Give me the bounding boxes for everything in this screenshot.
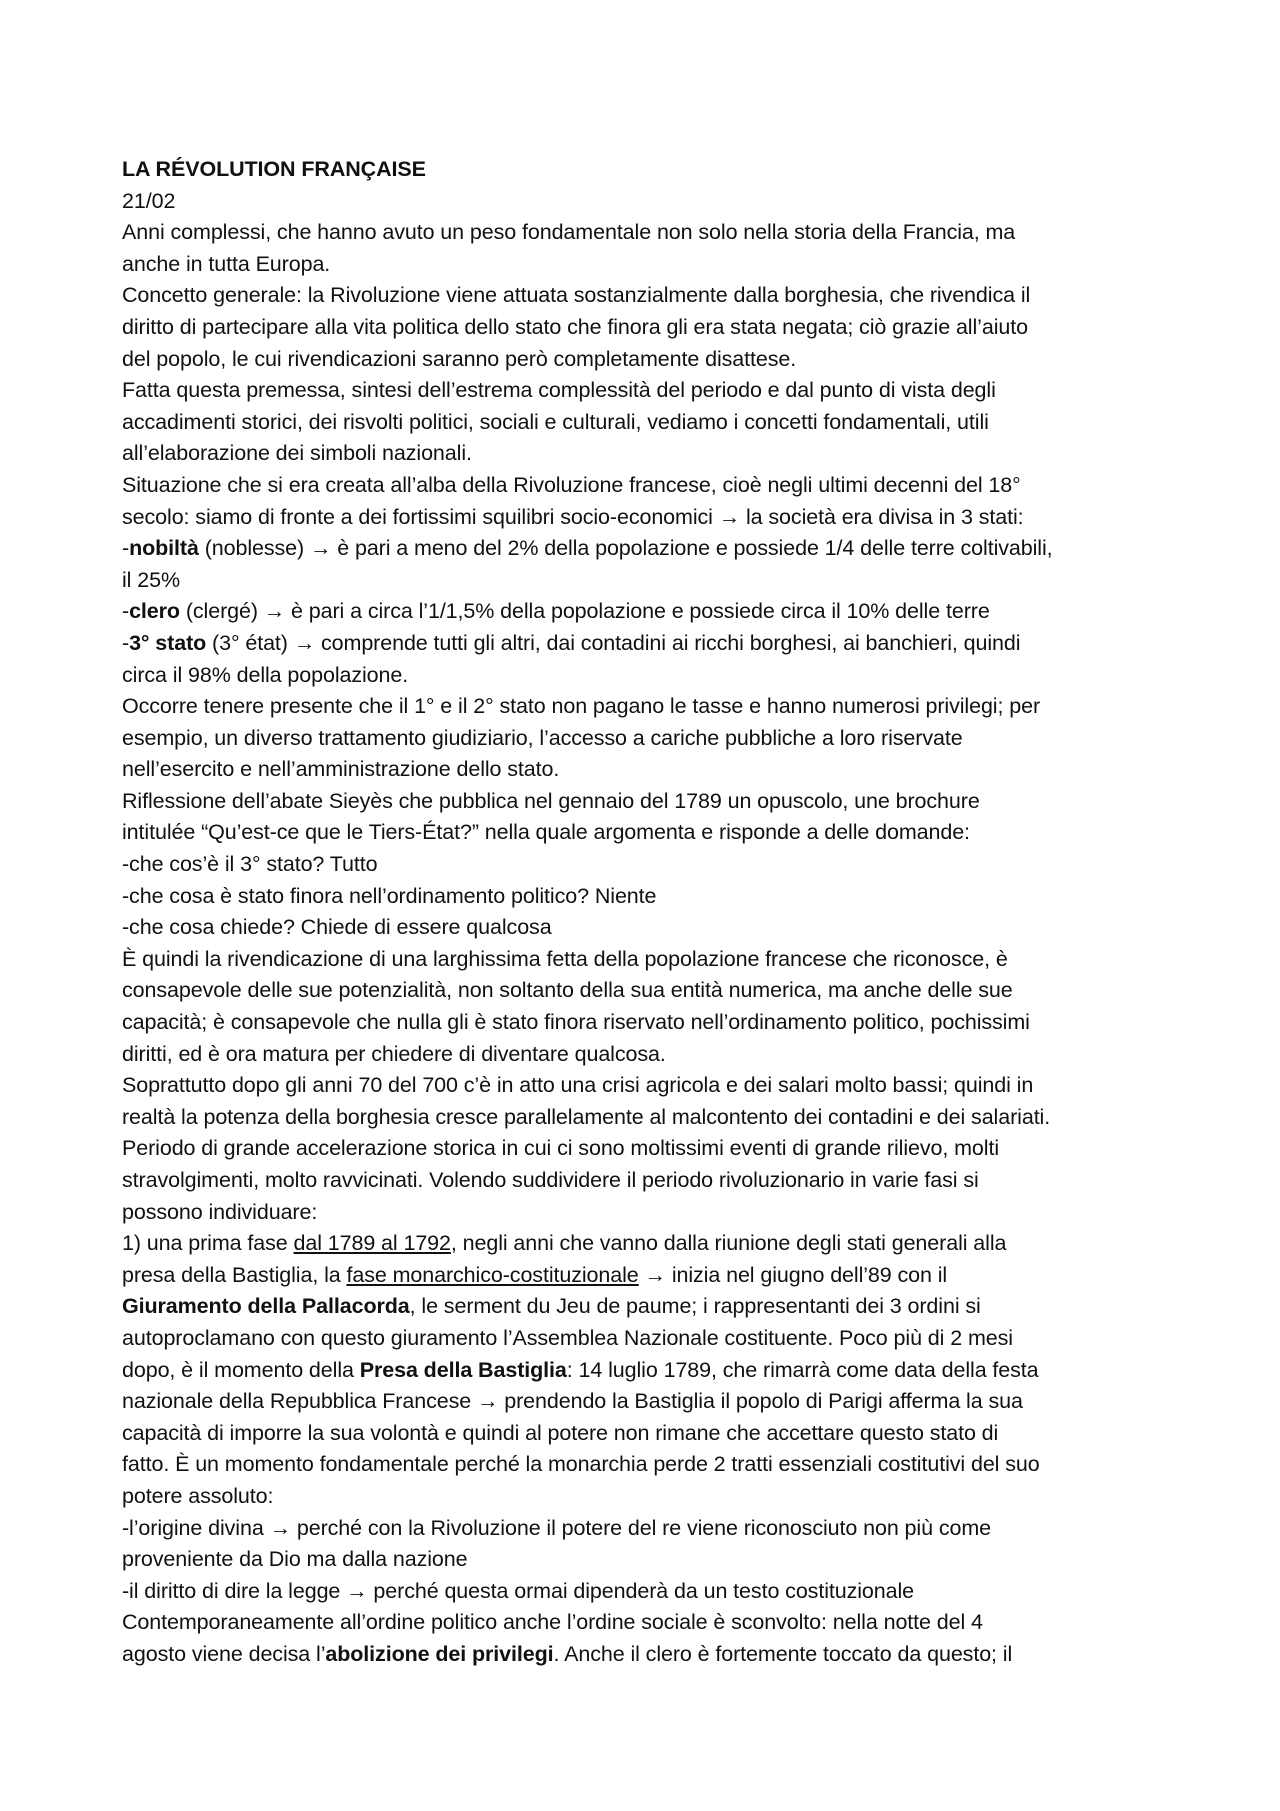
document-title: LA RÉVOLUTION FRANÇAISE <box>122 157 426 181</box>
document-page <box>122 154 1182 1671</box>
text-line: capacità di imporre la sua volontà e quindi al potere non rimane che accettare questo stato di <box>122 1420 999 1445</box>
text-line: circa il 98% della popolazione. <box>122 662 409 687</box>
text-line: realtà la potenza della borghesia cresce parallelamente al malcontento dei contadini e dei salariati. <box>122 1104 1051 1129</box>
text-line: nazionale della Repubblica Francese → prendendo la Bastiglia il popolo di Parigi afferma la sua <box>122 1389 1023 1414</box>
bold-term: Presa della Bastiglia <box>359 1357 567 1382</box>
text-line <box>122 628 1182 660</box>
text-line: Soprattutto dopo gli anni 70 del 700 c’è in atto una crisi agricola e dei salari molto bassi; quindi in <box>122 1073 1034 1098</box>
text-line: il 25% <box>122 567 180 592</box>
text-line <box>122 1260 1182 1292</box>
text-span: - <box>122 599 130 624</box>
text-span: presa della Bastiglia, la <box>122 1262 347 1287</box>
text-line: esempio, un diverso trattamento giudiziario, l’accesso a cariche pubbliche a loro riservate <box>122 725 963 750</box>
text-line <box>122 596 1182 628</box>
text-line <box>122 533 1182 565</box>
text-span: → inizia nel giugno dell’89 con il <box>638 1262 948 1287</box>
bold-term: abolizione dei privilegi <box>325 1641 554 1666</box>
text-line: nell’esercito e nell’amministrazione dello stato. <box>122 757 560 782</box>
text-line: stravolgimenti, molto ravvicinati. Volendo suddividere il periodo rivoluzionario in varie fasi si <box>122 1168 979 1192</box>
document-date: 21/02 <box>122 188 176 213</box>
text-span: agosto viene decisa l’ <box>122 1641 326 1666</box>
text-line: autoproclamano con questo giuramento l’Assemblea Nazionale costituente. Poco più di 2 mesi <box>122 1325 1013 1350</box>
bold-term: Giuramento della Pallacorda <box>122 1294 410 1319</box>
text-line: Fatta questa premessa, sintesi dell’estrema complessità del periodo e dal punto di vista degli <box>122 378 996 403</box>
text-line: -che cosa è stato finora nell’ordinamento politico? Niente <box>122 883 657 908</box>
text-line: Concetto generale: la Rivoluzione viene attuata sostanzialmente dalla borghesia, che rivendica il <box>122 283 1031 308</box>
text-line: Situazione che si era creata all’alba della Rivoluzione francese, cioè negli ultimi decenni del 18° <box>122 472 1021 497</box>
text-line: -che cos’è il 3° stato? Tutto <box>122 852 378 877</box>
text-line: consapevole delle sue potenzialità, non soltanto della sua entità numerica, ma anche delle sue <box>122 978 1013 1003</box>
text-line: all’elaborazione dei simboli nazionali. <box>122 441 472 466</box>
bold-term: 3° stato <box>129 630 207 655</box>
text-span: - <box>122 536 130 561</box>
text-line <box>122 1291 1182 1323</box>
text-span: (noblesse) → è pari a meno del 2% della popolazione e possiede 1/4 delle terre coltivabili, <box>198 536 1053 561</box>
text-line: Occorre tenere presente che il 1° e il 2° stato non pagano le tasse e hanno numerosi privilegi; per <box>122 694 1041 719</box>
text-span: - <box>122 630 130 655</box>
text-span: dopo, è il momento della <box>122 1357 360 1382</box>
text-span: : 14 luglio 1789, che rimarrà come data della festa <box>566 1357 1039 1382</box>
bold-term: nobiltà <box>129 536 199 561</box>
text-span: , le serment du Jeu de paume; i rappresentanti dei 3 ordini si <box>409 1294 981 1319</box>
text-line: intitulée “Qu’est-ce que le Tiers-État?” nella quale argomenta e risponde a delle domande: <box>122 820 970 845</box>
text-line <box>122 1639 1182 1671</box>
text-line: diritto di partecipare alla vita politica dello stato che finora gli era stata negata; ciò grazie all’aiuto <box>122 314 1028 339</box>
text-line: anche in tutta Europa. <box>122 251 331 276</box>
text-line: -il diritto di dire la legge → perché questa ormai dipenderà da un testo costituzionale <box>122 1578 915 1603</box>
text-line: secolo: siamo di fronte a dei fortissimi squilibri socio-economici → la società era divisa in 3 stati: <box>122 504 1024 529</box>
underlined-term: dal 1789 al 1792 <box>293 1231 451 1256</box>
text-line: accadimenti storici, dei risvolti politici, sociali e culturali, vediamo i concetti fondamentali, utili <box>122 409 989 434</box>
text-line: Anni complessi, che hanno avuto un peso fondamentale non solo nella storia della Francia, ma <box>122 220 1016 245</box>
text-line: -l’origine divina → perché con la Rivoluzione il potere del re viene riconosciuto non più come <box>122 1515 991 1540</box>
text-line: Contemporaneamente all’ordine politico anche l’ordine sociale è sconvolto: nella notte del 4 <box>122 1610 983 1635</box>
text-span: , negli anni che vanno dalla riunione degli stati generali alla <box>450 1231 1007 1256</box>
text-line: È quindi la rivendicazione di una larghissima fetta della popolazione francese che riconosce, è <box>122 946 1008 971</box>
underlined-term: fase monarchico-costituzionale <box>346 1262 639 1287</box>
text-line: proveniente da Dio ma dalla nazione <box>122 1547 468 1572</box>
text-line: possono individuare: <box>122 1199 318 1224</box>
text-line <box>122 1228 1182 1260</box>
text-line: Periodo di grande accelerazione storica in cui ci sono moltissimi eventi di grande rilievo, molti <box>122 1136 999 1161</box>
bold-term: clero <box>129 599 180 624</box>
text-line: fatto. È un momento fondamentale perché la monarchia perde 2 tratti essenziali costitutivi del suo <box>122 1452 1040 1477</box>
text-span: 1) una prima fase <box>122 1231 294 1256</box>
text-line: capacità; è consapevole che nulla gli è stato finora riservato nell’ordinamento politico, pochissimi <box>122 1010 1030 1035</box>
text-span: (3° état) → comprende tutti gli altri, dai contadini ai ricchi borghesi, ai banchieri, quindi <box>206 630 1021 655</box>
text-span: (clergé) → è pari a circa l’1/1,5% della popolazione e possiede circa il 10% delle terre <box>179 599 990 624</box>
document-body <box>122 217 1182 1670</box>
text-line: diritti, ed è ora matura per chiedere di diventare qualcosa. <box>122 1041 666 1066</box>
text-line: Riflessione dell’abate Sieyès che pubblica nel gennaio del 1789 un opuscolo, une brochure <box>122 788 980 813</box>
text-line: potere assoluto: <box>122 1483 274 1508</box>
text-span: . Anche il clero è fortemente toccato da questo; il <box>553 1641 1013 1666</box>
text-line: del popolo, le cui rivendicazioni saranno però completamente disattese. <box>122 346 797 371</box>
text-line <box>122 1355 1182 1387</box>
text-line: -che cosa chiede? Chiede di essere qualcosa <box>122 915 552 940</box>
